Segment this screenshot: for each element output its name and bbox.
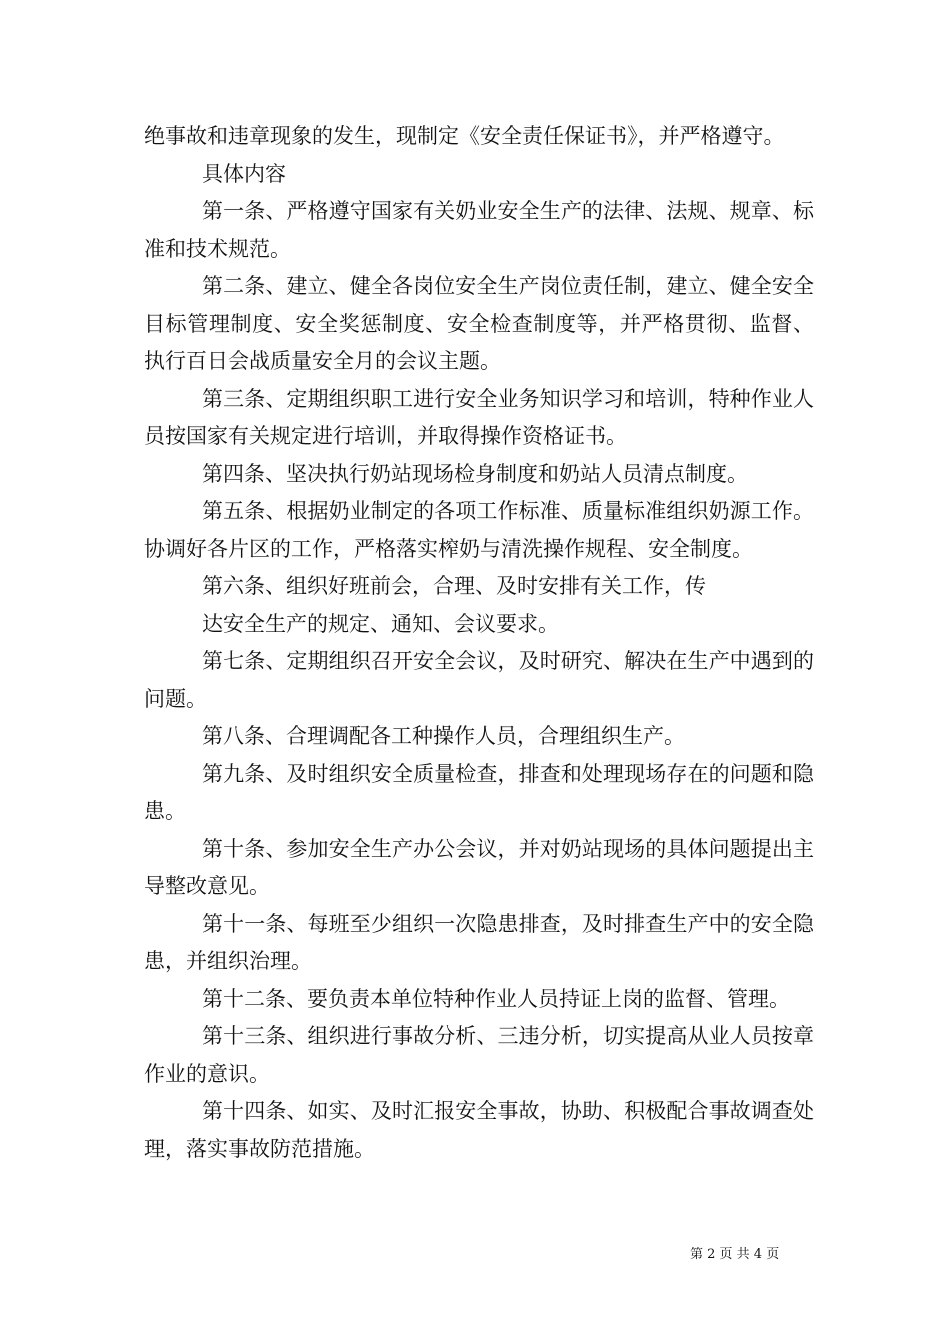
paragraph-6: 第四条、坚决执行奶站现场检身制度和奶站人员清点制度。	[202, 461, 748, 486]
paragraph-8-line-1: 第六条、组织好班前会，合理、及时安排有关工作，传	[202, 574, 706, 598]
paragraph-11: 第九条、及时组织安全质量检查，排查和处理现场存在的问题和隐患。	[144, 761, 814, 823]
paragraph-14: 第十二条、要负责本单位特种作业人员持证上岗的监督、管理。	[202, 986, 790, 1011]
paragraph-4: 第二条、建立、健全各岗位安全生产岗位责任制，建立、健全安全目标管理制度、安全奖惩制度、安全检查制度等，并严格贯彻、监督、执行百日会战质量安全月的会议主题。	[144, 274, 814, 373]
document-body	[144, 118, 814, 1168]
paragraph-2: 具体内容	[202, 161, 286, 186]
paragraph-10: 第八条、合理调配各工种操作人员，合理组织生产。	[202, 724, 685, 748]
paragraph-15: 第十三条、组织进行事故分析、三违分析，切实提高从业人员按章作业的意识。	[144, 1024, 814, 1086]
paragraph-13: 第十一条、每班至少组织一次隐患排查，及时排查生产中的安全隐患，并组织治理。	[144, 911, 814, 973]
paragraph-5: 第三条、定期组织职工进行安全业务知识学习和培训，特种作业人员按国家有关规定进行培训，并取得操作资格证书。	[144, 386, 814, 448]
paragraph-7: 第五条、根据奶业制定的各项工作标准、质量标准组织奶源工作。协调好各片区的工作，严格落实榨奶与清洗操作规程、安全制度。	[144, 499, 814, 561]
paragraph-12: 第十条、参加安全生产办公会议，并对奶站现场的具体问题提出主导整改意见。	[144, 836, 814, 898]
paragraph-1: 绝事故和违章现象的发生，现制定《安全责任保证书》，并严格遵守。	[144, 124, 785, 148]
paragraph-8-line-2: 达安全生产的规定、通知、会议要求。	[202, 611, 559, 636]
page-number: 第 2 页 共 4 页	[690, 1247, 780, 1262]
paragraph-8	[144, 568, 814, 643]
paragraph-9: 第七条、定期组织召开安全会议，及时研究、解决在生产中遇到的问题。	[144, 649, 814, 711]
paragraph-16: 第十四条、如实、及时汇报安全事故，协助、积极配合事故调查处理，落实事故防范措施。	[144, 1099, 814, 1161]
paragraph-3: 第一条、严格遵守国家有关奶业安全生产的法律、法规、规章、标准和技术规范。	[144, 199, 814, 261]
